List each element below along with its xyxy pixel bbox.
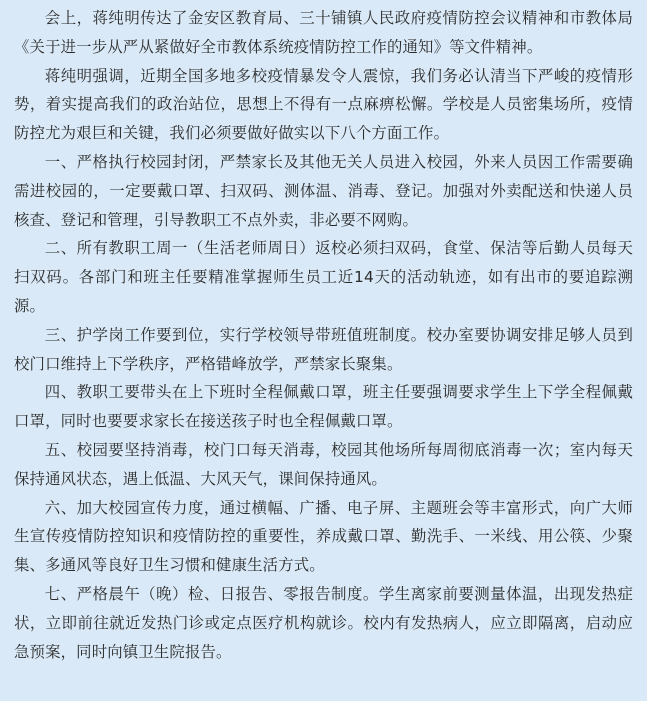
paragraph-item-3: 三、护学岗工作要到位，实行学校领导带班值班制度。校办室要协调安排足够人员到校门口维持上下学秩序，严格错峰放学，严禁家长聚集。: [14, 325, 633, 373]
paragraph-item-4: 四、教职工要带头在上下班时全程佩戴口罩，班主任要强调要求学生上下学全程佩戴口罩，同时也要要求家长在接送孩子时也全程佩戴口罩。: [14, 383, 633, 431]
paragraph-item-7: 七、严格晨午（晚）检、日报告、零报告制度。学生离家前要测量体温，出现发热症状，立即前往就近发热门诊或定点医疗机构就诊。校内有发热病人，应立即隔离，启动应急预案，同时向镇卫生院报告。: [14, 584, 633, 661]
paragraph-item-5: 五、校园要坚持消毒，校门口每天消毒，校园其他场所每周彻底消毒一次；室内每天保持通风状态，遇上低温、大风天气，课间保持通风。: [14, 440, 633, 488]
paragraph-meeting-intro: 会上，蒋纯明传达了金安区教育局、三十铺镇人民政府疫情防控会议精神和市教体局《关于进一步从严从紧做好全市教体系统疫情防控工作的通知》等文件精神。: [14, 9, 633, 56]
paragraph-emphasis: 蒋纯明强调，近期全国多地多校疫情暴发令人震惊，我们务必认清当下严峻的疫情形势，着实提高我们的政治站位，思想上不得有一点麻痹松懈。学校是人员密集场所，疫情防控尤为艰巨和关键，我们必须要做好做实以下八个方面工作。: [14, 66, 633, 143]
paragraph-item-1: 一、严格执行校园封闭，严禁家长及其他无关人员进入校园，外来人员因工作需要确需进校园的，一定要戴口罩、扫双码、测体温、消毒、登记。加强对外卖配送和快递人员核查、登记和管理，引导教职工不点外卖，非必要不网购。: [14, 152, 633, 229]
paragraph-item-6: 六、加大校园宣传力度，通过横幅、广播、电子屏、主题班会等丰富形式，向广大师生宣传疫情防控知识和疫情防控的重要性，养成戴口罩、勤洗手、一米线、用公筷、少聚集、多通风等良好卫生习惯和健康生活方式。: [14, 498, 633, 575]
paragraph-item-2: 二、所有教职工周一（生活老师周日）返校必须扫双码，食堂、保洁等后勤人员每天扫双码。各部门和班主任要精准掌握师生员工近14天的活动轨迹，如有出市的要追踪溯源。: [14, 239, 633, 315]
